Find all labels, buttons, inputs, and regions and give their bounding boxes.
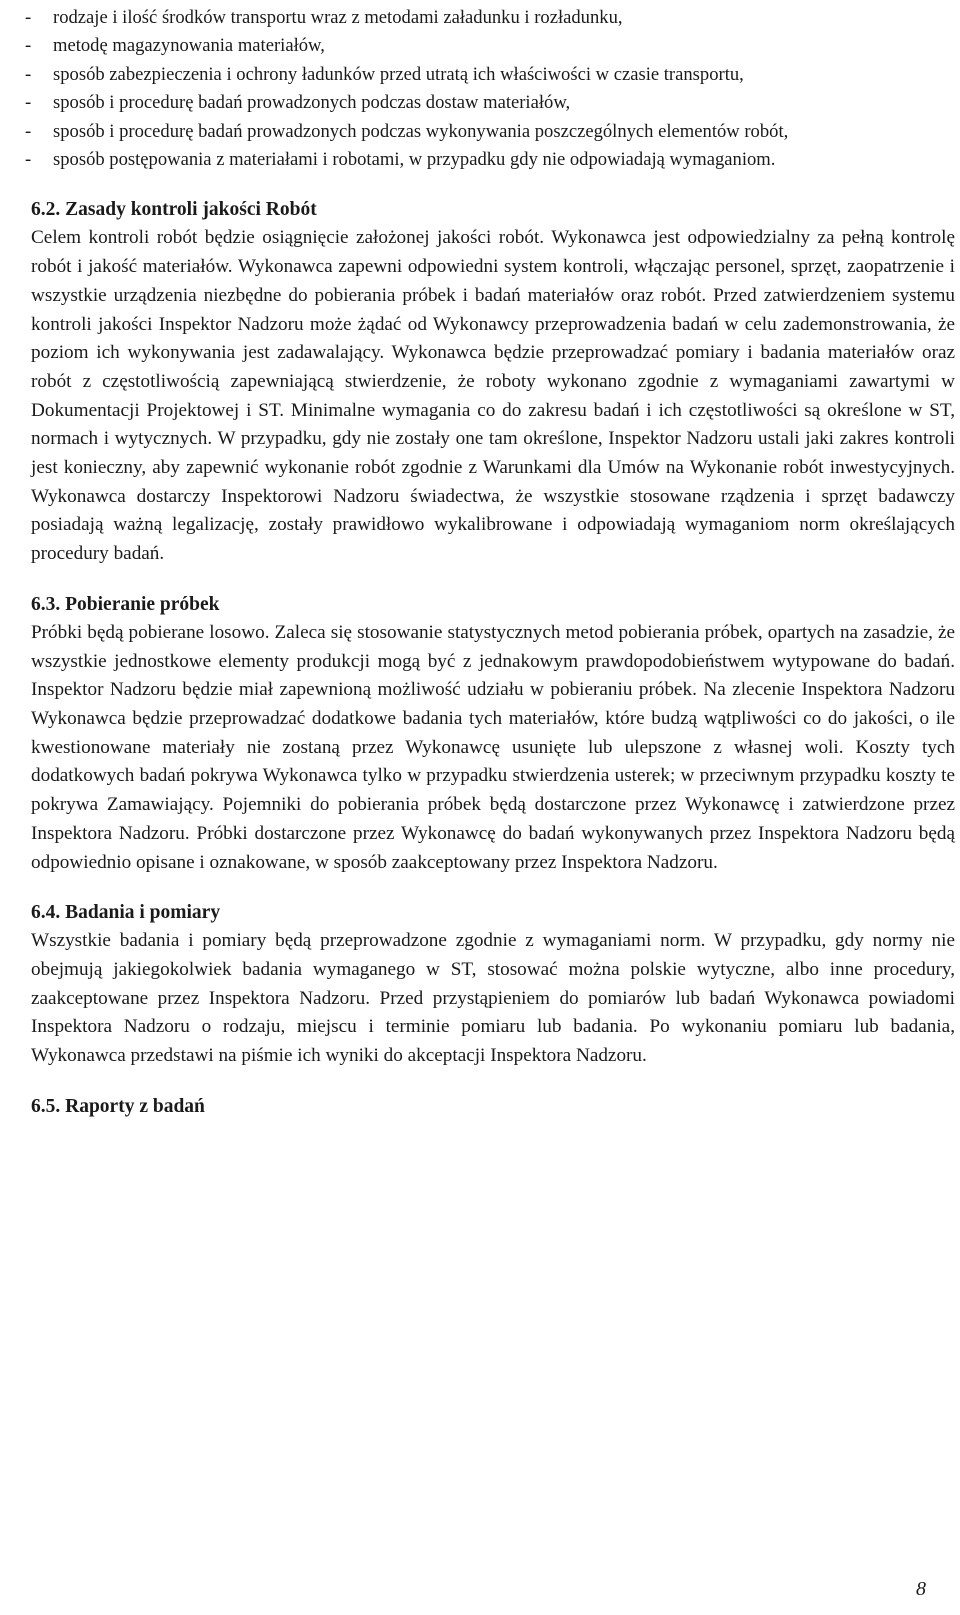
section-body: Próbki będą pobierane losowo. Zaleca się stosowanie statystycznych metod pobierania próbek, opartych na zasadzie, że wszystkie jednostkowe elementy produkcji mogą być z jednakowym prawdopodobieństwem wytypowane do badań. Inspektor Nadzoru będzie miał zapewnioną możliwość udziału w pobieraniu próbek. Na zlecenie Inspektora Nadzoru Wykonawca będzie przeprowadzać dodatkowe badania tych materiałów, które budzą wątpliwości co do jakości, o ile kwestionowane materiały nie zostaną przez Wykonawcę usunięte lub ulepszone z własnej woli. Koszty tych dodatkowych badań pokrywa Wykonawca tylko w przypadku stwierdzenia usterek; w przeciwnym przypadku koszty te pokrywa Zamawiający. Pojemniki do pobierania próbek będą dostarczone przez Wykonawcę i zatwierdzone przez Inspektora Nadzoru. Próbki dostarczone przez Wykonawcę do badań wykonywanych przez Inspektora Nadzoru będą odpowiednio opisane i oznakowane, w sposób zaakceptowany przez Inspektora Nadzoru. xyxy=(31,621,955,873)
section-6-2 xyxy=(25,196,955,568)
list-marker: - xyxy=(25,120,32,142)
section-heading: 6.5. Raporty z badań xyxy=(31,1095,205,1117)
list-marker: - xyxy=(25,149,32,171)
list-item-text: sposób zabezpieczenia i ochrony ładunków przed utratą ich właściwości w czasie transportu, xyxy=(53,63,744,85)
section-6-4 xyxy=(25,899,955,1071)
list-item xyxy=(25,118,955,146)
list-item-text: sposób i procedurę badań prowadzonych podczas dostaw materiałów, xyxy=(53,92,571,114)
page-content xyxy=(25,4,955,1121)
list-item xyxy=(25,89,955,117)
list-item-text: rodzaje i ilość środków transportu wraz z metodami załadunku i rozładunku, xyxy=(53,7,623,28)
list-item xyxy=(25,4,955,32)
list-item xyxy=(25,146,955,174)
page-number: 8 xyxy=(916,1578,926,1600)
section-heading: 6.4. Badania i pomiary xyxy=(31,902,221,924)
requirements-list xyxy=(25,4,955,174)
list-item-text: sposób i procedurę badań prowadzonych podczas wykonywania poszczególnych elementów robót, xyxy=(53,120,789,142)
section-heading: 6.2. Zasady kontroli jakości Robót xyxy=(31,199,317,221)
list-marker: - xyxy=(25,92,32,114)
section-body: Wszystkie badania i pomiary będą przeprowadzone zgodnie z wymaganiami norm. W przypadku, gdy normy nie obejmują jakiegokolwiek badania wymaganego w ST, stosować można polskie wytyczne, albo inne procedury, zaakceptowane przez Inspektora Nadzoru. Przed przystąpieniem do pomiarów lub badań Wykonawca powiadomi Inspektora Nadzoru o rodzaju, miejscu i terminie pomiaru lub badania. Po wykonaniu pomiaru lub badania, Wykonawca przedstawi na piśmie ich wyniki do akceptacji Inspektora Nadzoru. xyxy=(31,930,955,1067)
section-heading: 6.3. Pobieranie próbek xyxy=(31,593,220,615)
list-marker: - xyxy=(25,63,32,85)
list-item xyxy=(25,32,955,60)
section-body: Celem kontroli robót będzie osiągnięcie założonej jakości robót. Wykonawca jest odpowiedzialny za pełną kontrolę robót i jakość materiałów. Wykonawca zapewni odpowiedni system kontroli, włączając personel, sprzęt, zaopatrzenie i wszystkie urządzenia niezbędne do pobierania próbek i badań materiałów oraz robót. Przed zatwierdzeniem systemu kontroli jakości Inspektor Nadzoru może żądać od Wykonawcy przeprowadzenia badań w celu zademonstrowania, że poziom ich wykonywania jest zadawalający. Wykonawca będzie przeprowadzać pomiary i badania materiałów oraz robót z częstotliwością zapewniającą stwierdzenie, że roboty wykonano zgodnie z wymaganiami zawartymi w Dokumentacji Projektowej i ST. Minimalne wymagania co do zakresu badań i ich częstotliwości są określone w ST, normach i wytycznych. W przypadku, gdy nie zostały one tam określone, Inspektor Nadzoru ustali jaki zakres kontroli jest konieczny, aby zapewnić wykonanie robót zgodnie z Warunkami dla Umów na Wykonanie robót inwestycyjnych. Wykonawca dostarczy Inspektorowi Nadzoru świadectwa, że wszystkie stosowane rządzenia i sprzęt badawczy posiadają ważną legalizację, zostały prawidłowo wykalibrowane i odpowiadają wymaganiom norm określających procedury badań. xyxy=(31,227,955,565)
list-marker: - xyxy=(25,35,32,57)
list-item xyxy=(25,61,955,89)
list-item-text: sposób postępowania z materiałami i robotami, w przypadku gdy nie odpowiadają wymaganiom. xyxy=(53,149,776,171)
section-6-3 xyxy=(25,591,955,877)
list-item-text: metodę magazynowania materiałów, xyxy=(53,35,325,57)
section-6-5 xyxy=(25,1093,955,1121)
list-marker: - xyxy=(25,7,32,28)
